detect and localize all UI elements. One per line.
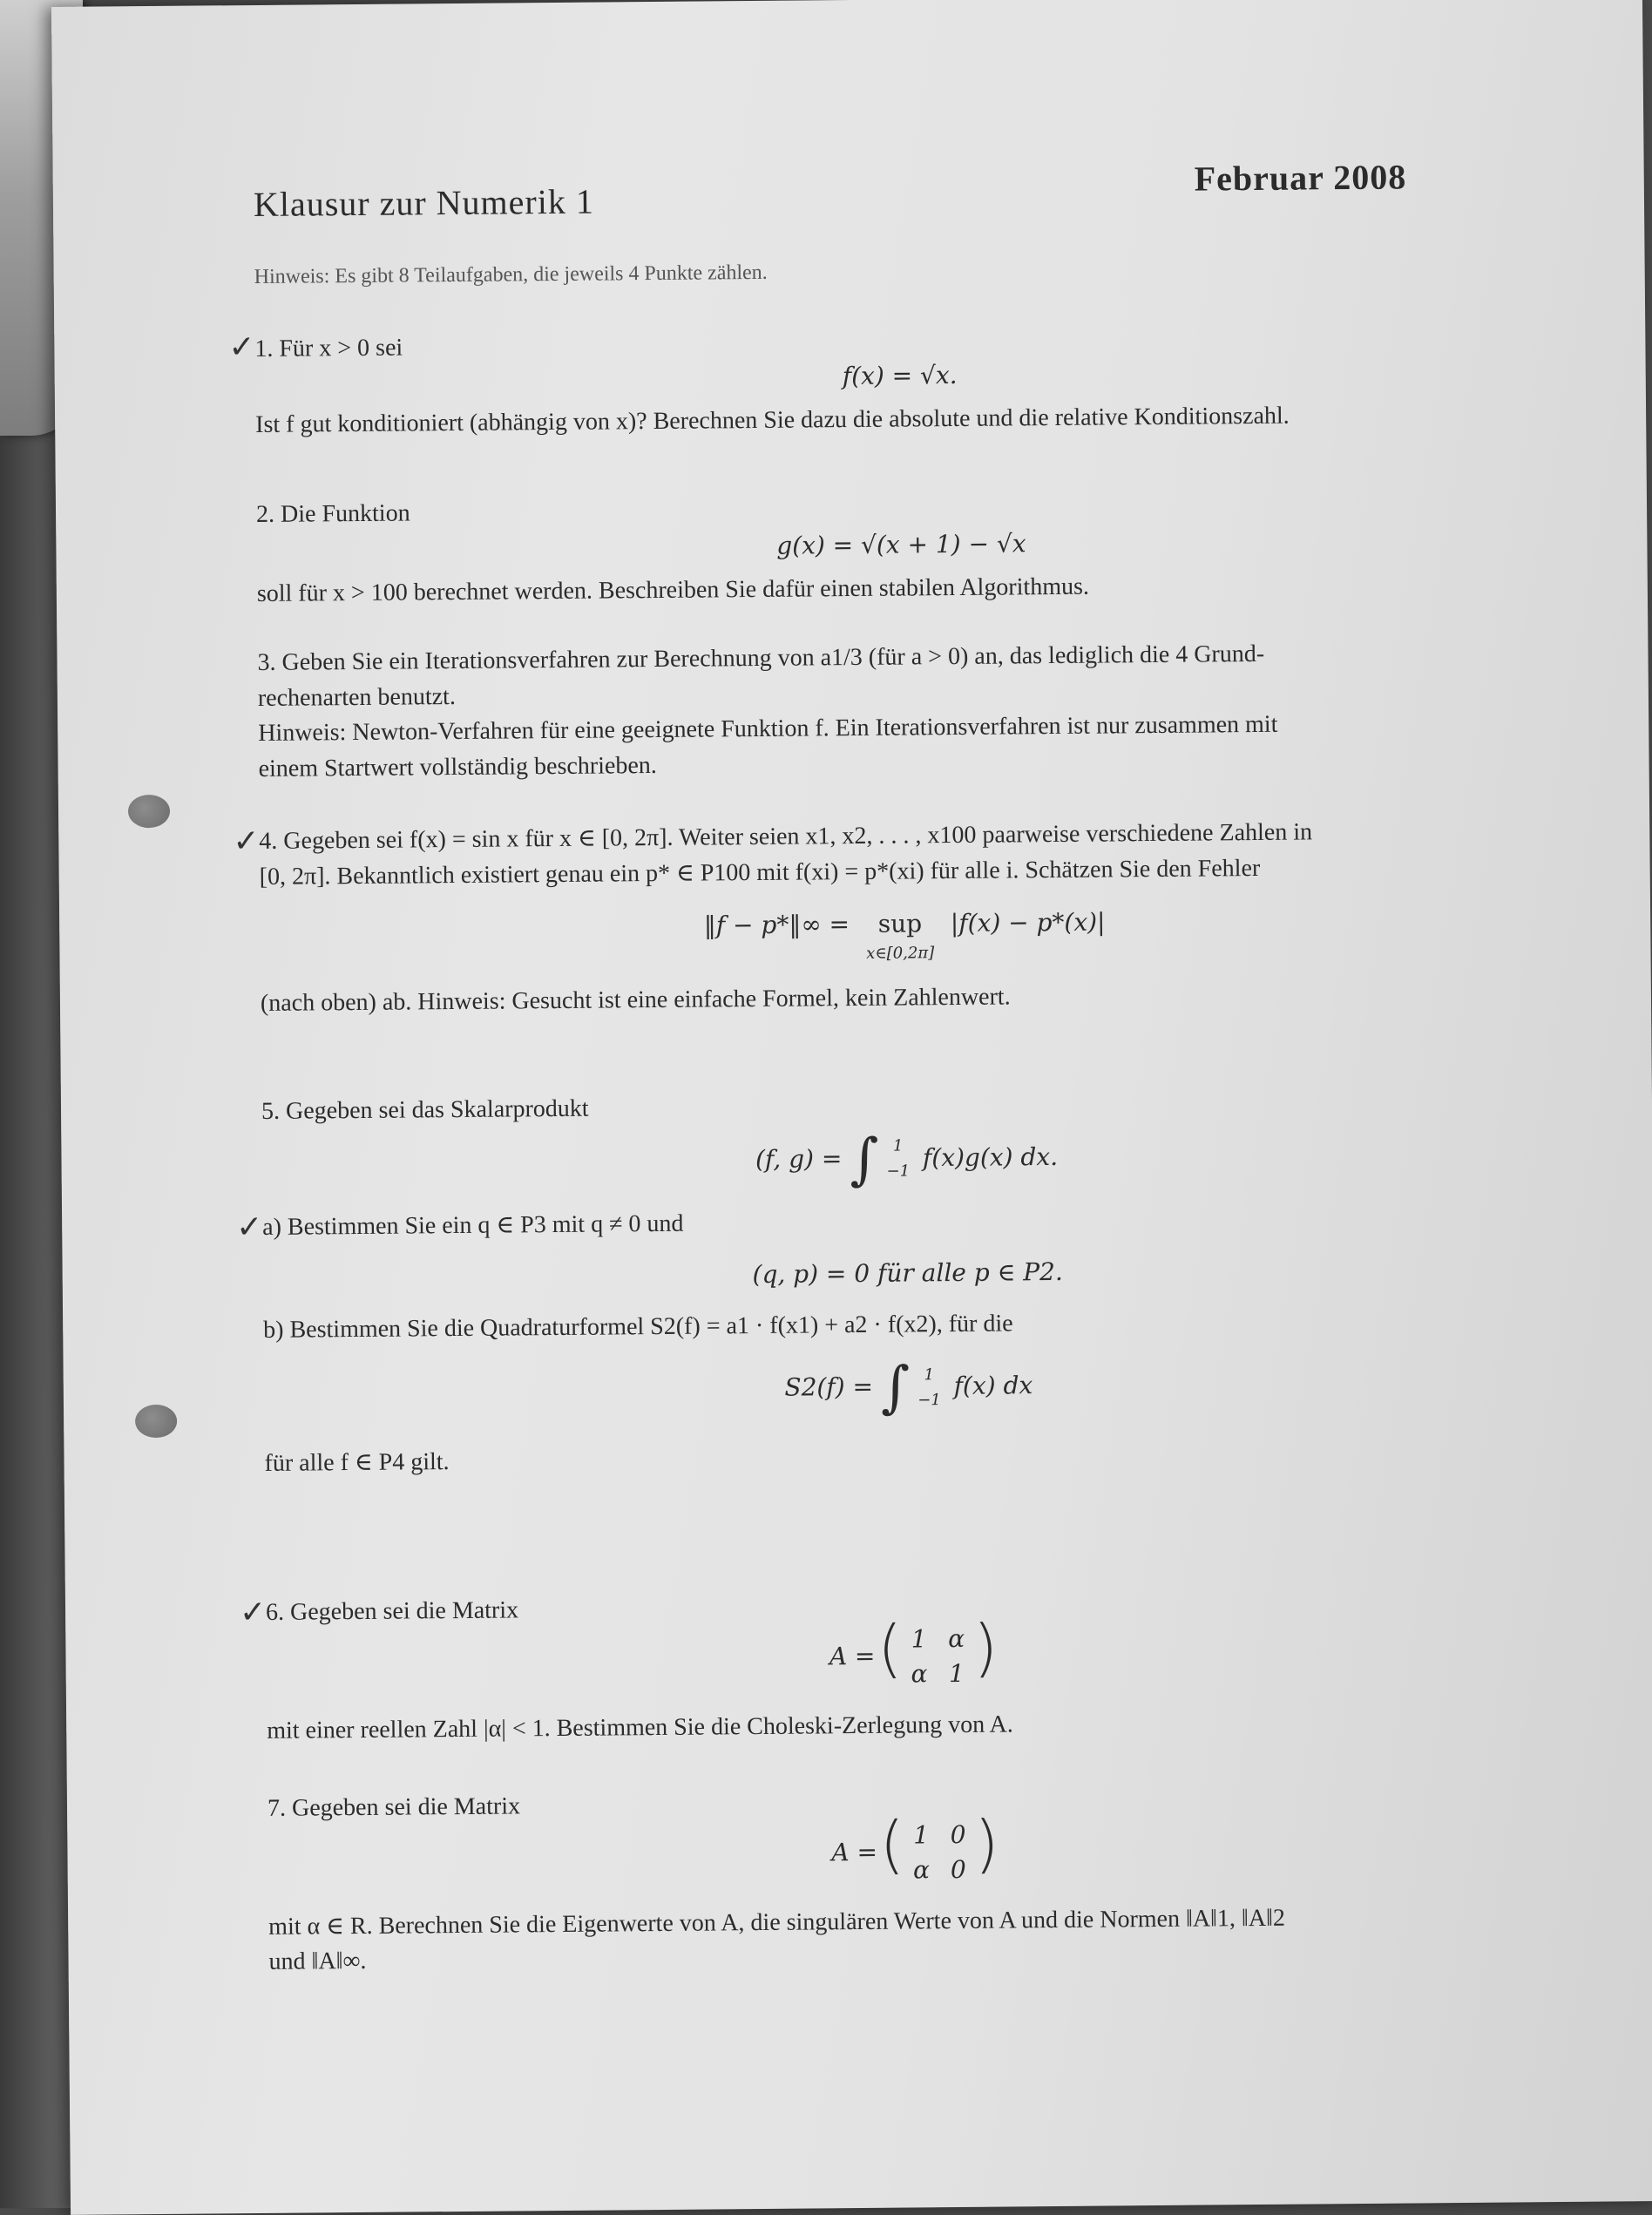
exam-title: Klausur zur Numerik 1 [253, 181, 595, 224]
task-4 [233, 813, 1550, 1021]
task-5b-text: b) Bestimmen Sie die Quadraturformel S2(f) = a1 · f(x1) + a2 · f(x2), für die [263, 1310, 1013, 1344]
task-4-line-1: 4. Gegeben sei f(x) = sin x für x ∈ [0, 2π]. Weiter seien x1, x2, . . . , x100 paarweise verschiedene Zahlen in [259, 818, 1313, 855]
task-4-line-3: (nach oben) ab. Hinweis: Gesucht ist eine einfache Formel, kein Zahlenwert. [260, 983, 1011, 1017]
task-2-intro: 2. Die Funktion [255, 499, 410, 528]
task-5b-int-lower: −1 [917, 1390, 941, 1409]
task-1 [228, 321, 1545, 444]
task-7-lhs: A = [831, 1837, 878, 1866]
task-5b-after: für alle f ∈ P4 gilt. [264, 1448, 450, 1477]
task-7-line-1: mit α ∈ R. Berechnen Sie die Eigenwerte von A, die singulären Werte von A und die Normen ‖A‖1, ‖A‖2 [268, 1904, 1286, 1941]
punch-hole-bottom [135, 1405, 177, 1438]
matrix-cell: 1 [911, 1623, 927, 1654]
task-4-formula [260, 901, 1550, 971]
task-3-line-1: 3. Geben Sie ein Iterationsverfahren zur Berechnung von a1/3 (für a > 0) an, das lediglich die 4 Grund- [257, 640, 1265, 676]
task-7-intro: 7. Gegeben sei die Matrix [267, 1792, 521, 1822]
task-1-text: Ist f gut konditioniert (abhängig von x)? Berechnen Sie dazu die absolute und die relative Konditionszahl. [255, 402, 1290, 439]
matrix-cell: α [912, 1855, 931, 1885]
punch-hole-top [128, 795, 170, 828]
task-5-intro: 5. Gegeben sei das Skalarprodukt [261, 1094, 589, 1125]
task-7 [267, 1780, 1559, 1981]
task-7-matrix: ( 1 0 α 0 ) [885, 1817, 994, 1888]
task-5 [236, 1083, 1554, 1481]
task-4-line-2: [0, 2π]. Bekanntlich existiert genau ein p* ∈ P100 mit f(xi) = p*(xi) für alle i. Schätzen Sie den Fehler [259, 854, 1261, 891]
task-4-formula-left: ‖f − p*‖∞ = [703, 910, 850, 940]
task-7-line-2: und ‖A‖∞. [268, 1947, 367, 1976]
task-2-text: soll für x > 100 berechnet werden. Beschreiben Sie dafür einen stabilen Algorithmus. [256, 572, 1090, 608]
integral-icon: ∫ [849, 1127, 879, 1192]
task-5b-formula [263, 1342, 1554, 1434]
task-1-formula: f(x) = √x. [842, 360, 958, 390]
task-5-formula-left: (f, g) = [755, 1143, 843, 1174]
task-3-line-4: einem Startwert vollständig beschrieben. [258, 751, 657, 782]
task-5b-formula-left: S2(f) = [784, 1372, 874, 1402]
checkmark-icon: ✓ [236, 1209, 263, 1246]
task-4-sup-sub: x∈[0,2π] [866, 943, 935, 963]
task-5-int-upper: 1 [892, 1136, 904, 1155]
exam-date: Februar 2008 [1194, 157, 1407, 199]
task-6-lhs: A = [829, 1641, 876, 1670]
task-5a [236, 1199, 1553, 1297]
checkmark-icon: ✓ [228, 329, 255, 366]
exam-sheet [51, 0, 1652, 2215]
exam-content [228, 151, 1543, 1976]
integral-icon: ∫ [880, 1355, 911, 1420]
exam-hint: Hinweis: Es gibt 8 Teilaufgaben, die jeweils 4 Punkte zählen. [254, 261, 768, 288]
task-5b-int-upper: 1 [924, 1365, 935, 1385]
matrix-cell: 1 [913, 1819, 930, 1850]
matrix-cell: α [911, 1659, 928, 1689]
task-5a-text: a) Bestimmen Sie ein q ∈ P3 mit q ≠ 0 und [262, 1210, 684, 1242]
task-5a-formula: (q, p) = 0 für alle p ∈ P2. [752, 1257, 1063, 1290]
task-5-int-lower: −1 [886, 1162, 911, 1181]
checkmark-icon: ✓ [233, 823, 260, 860]
matrix-cell: 0 [950, 1855, 966, 1885]
task-3-line-3: Hinweis: Newton-Verfahren für eine geeignete Funktion f. Ein Iterationsverfahren ist nur zusammen mit [258, 710, 1278, 748]
task-1-intro: 1. Für x > 0 sei [254, 334, 403, 362]
task-3-line-2: rechenarten benutzt. [257, 682, 457, 712]
matrix-cell: α [947, 1623, 965, 1653]
checkmark-icon: ✓ [239, 1594, 267, 1631]
matrix-cell: 1 [948, 1659, 965, 1689]
task-2-formula: g(x) = √(x + 1) − √x [776, 528, 1026, 560]
task-6-text: mit einer reellen Zahl |α| < 1. Bestimmen Sie die Choleski-Zerlegung von A. [267, 1710, 1013, 1744]
task-5b-formula-right: f(x) dx [953, 1371, 1033, 1401]
task-3 [257, 634, 1547, 787]
task-4-formula-right: |f(x) − p*(x)| [950, 907, 1106, 938]
task-2 [256, 486, 1547, 613]
task-6-matrix: ( 1 α α 1 ) [883, 1621, 993, 1692]
task-4-sup: sup [877, 909, 923, 938]
task-5-formula-right: f(x)g(x) dx. [922, 1141, 1059, 1172]
task-6 [239, 1584, 1556, 1749]
matrix-cell: 0 [950, 1819, 966, 1849]
task-6-intro: 6. Gegeben sei die Matrix [265, 1596, 519, 1626]
